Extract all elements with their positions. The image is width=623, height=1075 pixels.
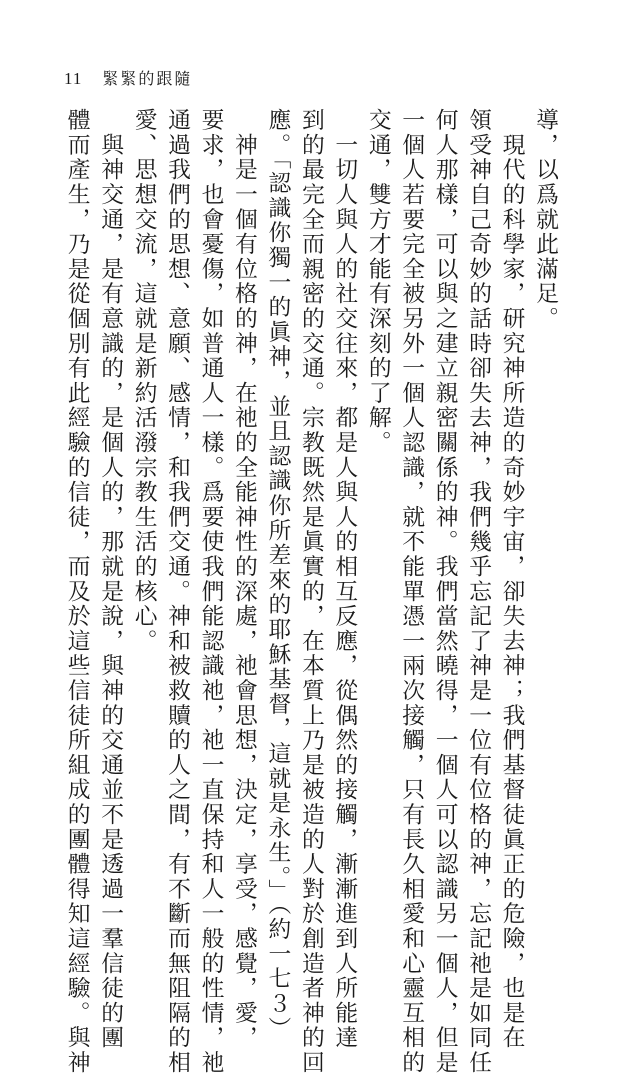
text-line: 通過我們的思想、意願、感情，和我們交通。神和被救贖的人之間，有不斷而無阻隔的相 — [164, 108, 191, 1075]
text-line: 要求，也會憂傷，如普通人一樣。爲要使我們能認識祂，祂一直保持和人一般的性情，祂 — [197, 108, 224, 1075]
text-line: 領受神自己奇妙的話時卻失去神，我們幾乎忘記了神是一位有位格的神，忘記祂是如同任 — [465, 108, 492, 1075]
page-header — [64, 66, 192, 89]
text-line: 到的最完全而親密的交通。宗教既然是眞實的，在本質上乃是被造的人對於創造者神的回 — [297, 108, 324, 1075]
text-line: 愛、思想交流，這就是新約活潑宗教生活的核心。 — [130, 108, 157, 654]
text-line: 與神交通，是有意識的，是個人的，那就是說，與神的交通並不是透過一羣信徒的團 — [97, 108, 124, 1051]
text-line: 應。「認識你獨一的眞神，並且認識你所差來的耶穌基督，這就是永生。」（約一七３） — [264, 108, 291, 1041]
body-text — [62, 108, 560, 1075]
text-line: 體而產生，乃是從個別有此經驗的信徒，而及於這些信徒所組成的團體得知這經驗。與神 — [63, 108, 90, 1075]
text-line: 一切人與人的社交往來，都是人與人的相互反應，從偶然的接觸，漸漸進到人所能達 — [331, 108, 358, 1051]
text-line: 神是一個有位格的神，在祂的全能神性的深處，祂會思想，決定，享受，感覺，愛， — [230, 108, 257, 1051]
text-line: 一個人若要完全被另外一個人認識，就不能單憑一兩次接觸，只有長久相愛和心靈互相的 — [398, 108, 425, 1075]
text-line: 導，以爲就此滿足。 — [532, 108, 558, 332]
running-title: 緊緊的跟隨 — [102, 69, 193, 88]
page-number: 11 — [64, 69, 83, 88]
text-line: 交通，雙方才能有深刻的了解。 — [364, 108, 391, 456]
text-line: 何人那樣，可以與之建立親密關係的神。我們當然曉得，一個人可以認識另一個人，但是 — [431, 108, 458, 1075]
text-line: 現代的科學家，研究神所造的奇妙宇宙，卻失去神；我們基督徒眞正的危險，也是在 — [498, 108, 525, 1051]
